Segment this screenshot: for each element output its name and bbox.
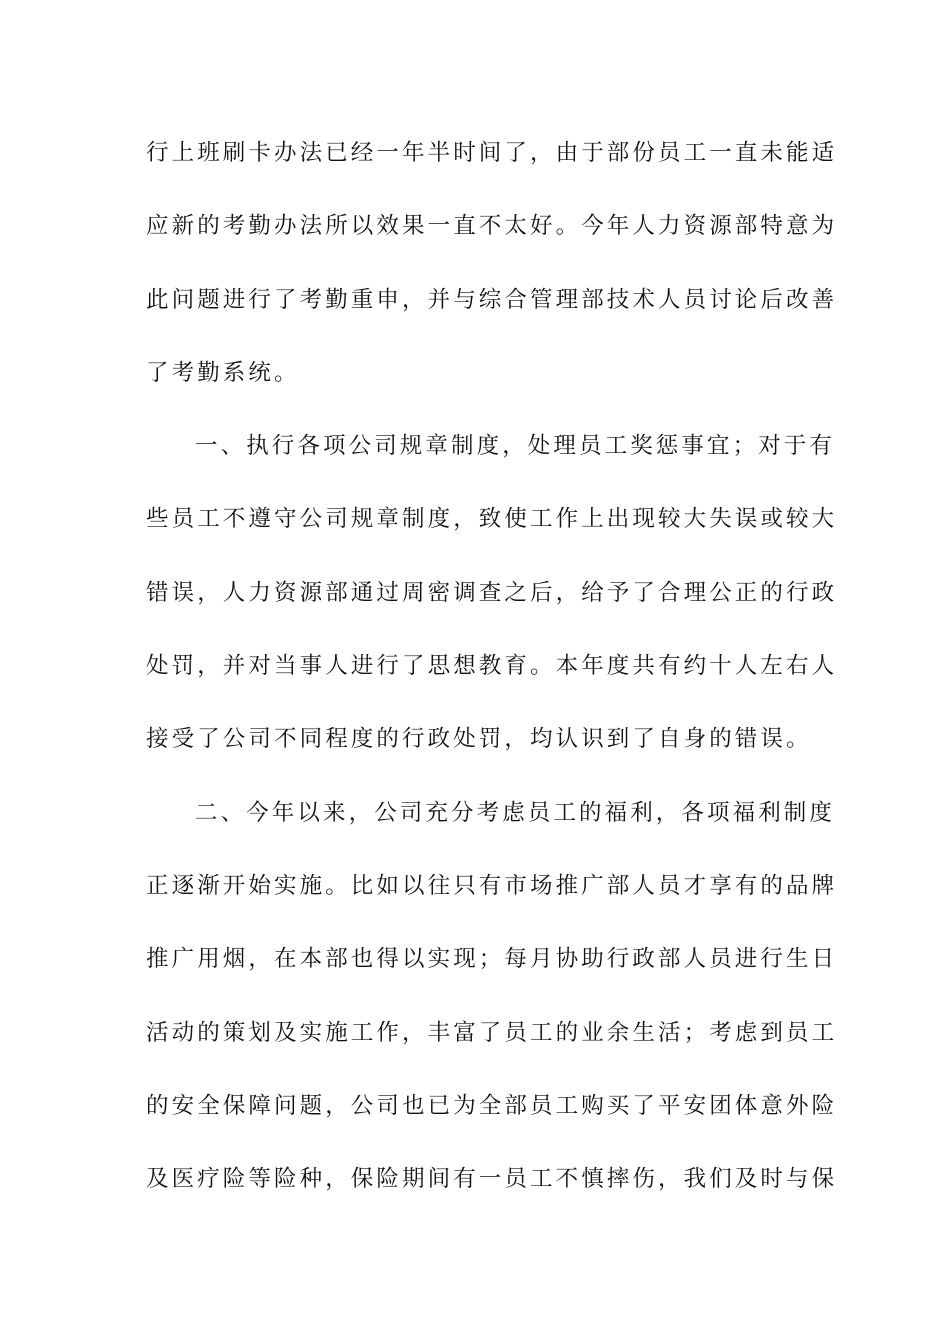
body-text — [146, 128, 838, 1227]
text-line: 的安全保障问题，公司也已为全部员工购买了平安团体意外险 — [146, 1092, 838, 1119]
text-line: 接受了公司不同程度的行政处罚，均认识到了自身的错误。 — [146, 726, 812, 753]
text-line: 行上班刷卡办法已经一年半时间了，由于部份员工一直未能适 — [146, 140, 838, 166]
text-line: 了考勤系统。 — [146, 359, 300, 386]
paragraph-start-line: 二、今年以来，公司充分考虑员工的福利，各项福利制度 — [195, 799, 836, 826]
text-line: 推广用烟，在本部也得以实现；每月协助行政部人员进行生日 — [146, 946, 838, 973]
text-line: 应新的考勤办法所以效果一直不太好。今年人力资源部特意为 — [146, 213, 838, 240]
text-line: 此问题进行了考勤重申，并与综合管理部技术人员讨论后改善 — [146, 286, 838, 313]
text-line: 处罚，并对当事人进行了思想教育。本年度共有约十人左右人 — [146, 653, 838, 680]
text-line: 及医疗险等险种，保险期间有一员工不慎摔伤，我们及时与保 — [146, 1166, 838, 1193]
paragraph-start-line: 一、执行各项公司规章制度，处理员工奖惩事宜；对于有 — [195, 433, 836, 460]
text-line: 活动的策划及实施工作，丰富了员工的业余生活；考虑到员工 — [146, 1019, 838, 1046]
text-line: 些员工不遵守公司规章制度，致使工作上出现较大失误或较大 — [146, 506, 838, 533]
text-line: 错误，人力资源部通过周密调查之后，给予了合理公正的行政 — [146, 579, 838, 606]
text-line: 正逐渐开始实施。比如以往只有市场推广部人员才享有的品牌 — [146, 872, 838, 899]
